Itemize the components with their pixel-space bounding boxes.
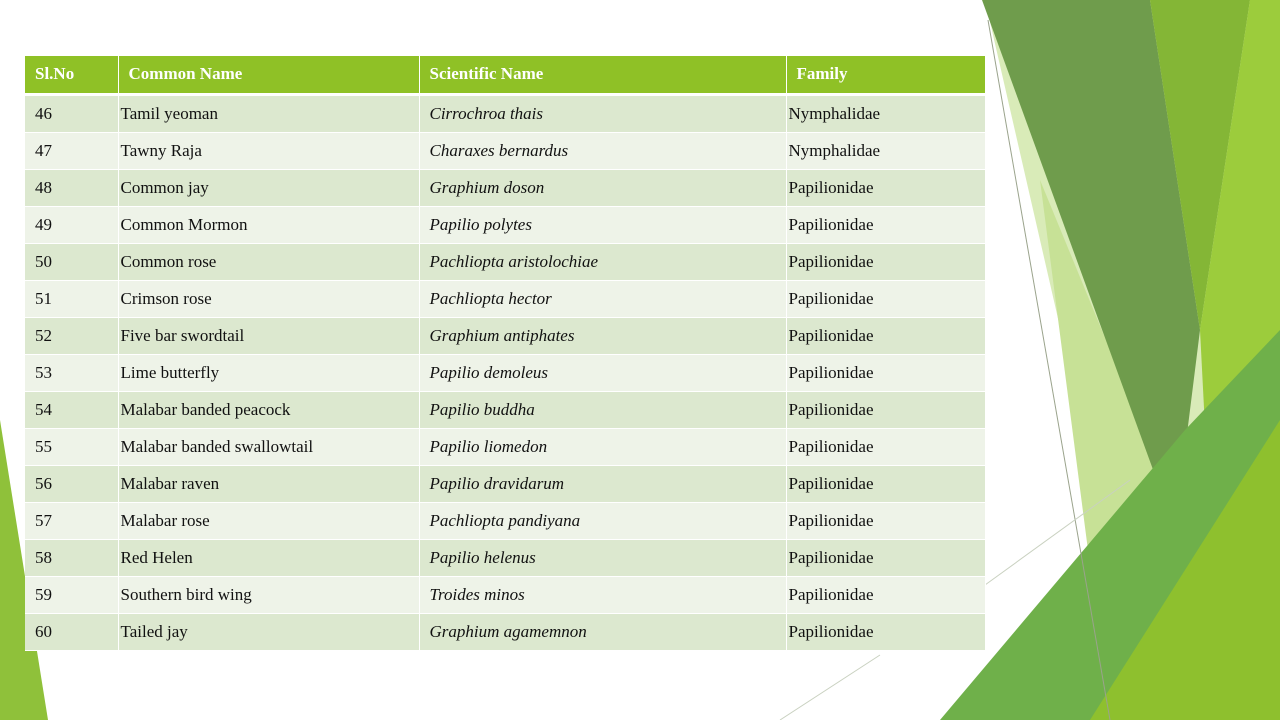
cell-common-name: Red Helen [118,540,419,577]
cell-slno: 59 [25,577,118,614]
cell-family: Papilionidae [786,244,985,281]
cell-family: Papilionidae [786,466,985,503]
cell-scientific-name: Graphium agamemnon [419,614,786,651]
cell-common-name: Tawny Raja [118,133,419,170]
cell-common-name: Southern bird wing [118,577,419,614]
cell-slno: 54 [25,392,118,429]
column-header-family: Family [786,56,985,95]
cell-scientific-name: Papilio demoleus [419,355,786,392]
cell-family: Papilionidae [786,614,985,651]
cell-family: Nymphalidae [786,133,985,170]
cell-slno: 56 [25,466,118,503]
table-row [25,429,985,466]
table-row [25,170,985,207]
cell-scientific-name: Papilio liomedon [419,429,786,466]
cell-slno: 51 [25,281,118,318]
cell-common-name: Common jay [118,170,419,207]
butterfly-species-table [25,56,986,651]
cell-family: Nymphalidae [786,95,985,133]
cell-common-name: Lime butterfly [118,355,419,392]
table-row [25,540,985,577]
cell-slno: 55 [25,429,118,466]
cell-scientific-name: Pachliopta hector [419,281,786,318]
table-header-row [25,56,985,95]
table-row [25,281,985,318]
cell-slno: 60 [25,614,118,651]
cell-family: Papilionidae [786,355,985,392]
cell-common-name: Crimson rose [118,281,419,318]
cell-scientific-name: Graphium doson [419,170,786,207]
table-row [25,244,985,281]
cell-scientific-name: Pachliopta aristolochiae [419,244,786,281]
table-row [25,95,985,133]
table-row [25,355,985,392]
cell-slno: 53 [25,355,118,392]
cell-scientific-name: Pachliopta pandiyana [419,503,786,540]
table-row [25,503,985,540]
cell-family: Papilionidae [786,207,985,244]
column-header-scientific-name: Scientific Name [419,56,786,95]
cell-slno: 49 [25,207,118,244]
cell-scientific-name: Graphium antiphates [419,318,786,355]
cell-scientific-name: Troides minos [419,577,786,614]
cell-common-name: Five bar swordtail [118,318,419,355]
table-row [25,392,985,429]
cell-family: Papilionidae [786,392,985,429]
cell-family: Papilionidae [786,503,985,540]
cell-slno: 57 [25,503,118,540]
cell-scientific-name: Charaxes bernardus [419,133,786,170]
cell-family: Papilionidae [786,429,985,466]
cell-common-name: Common rose [118,244,419,281]
column-header-slno: Sl.No [25,56,118,95]
cell-family: Papilionidae [786,170,985,207]
table-row [25,207,985,244]
cell-family: Papilionidae [786,318,985,355]
cell-common-name: Malabar banded peacock [118,392,419,429]
cell-family: Papilionidae [786,540,985,577]
cell-scientific-name: Papilio dravidarum [419,466,786,503]
column-header-common-name: Common Name [118,56,419,95]
thin-divider-line-3 [780,655,880,720]
table-row [25,614,985,651]
table-row [25,133,985,170]
table-row [25,466,985,503]
cell-slno: 58 [25,540,118,577]
cell-family: Papilionidae [786,577,985,614]
table-row [25,577,985,614]
cell-scientific-name: Papilio buddha [419,392,786,429]
cell-common-name: Malabar rose [118,503,419,540]
cell-scientific-name: Papilio helenus [419,540,786,577]
cell-slno: 47 [25,133,118,170]
cell-slno: 52 [25,318,118,355]
cell-slno: 48 [25,170,118,207]
cell-scientific-name: Cirrochroa thais [419,95,786,133]
cell-common-name: Malabar banded swallowtail [118,429,419,466]
cell-common-name: Tailed jay [118,614,419,651]
cell-common-name: Common Mormon [118,207,419,244]
cell-family: Papilionidae [786,281,985,318]
cell-common-name: Malabar raven [118,466,419,503]
table-row [25,318,985,355]
cell-common-name: Tamil yeoman [118,95,419,133]
cell-slno: 50 [25,244,118,281]
cell-slno: 46 [25,95,118,133]
cell-scientific-name: Papilio polytes [419,207,786,244]
